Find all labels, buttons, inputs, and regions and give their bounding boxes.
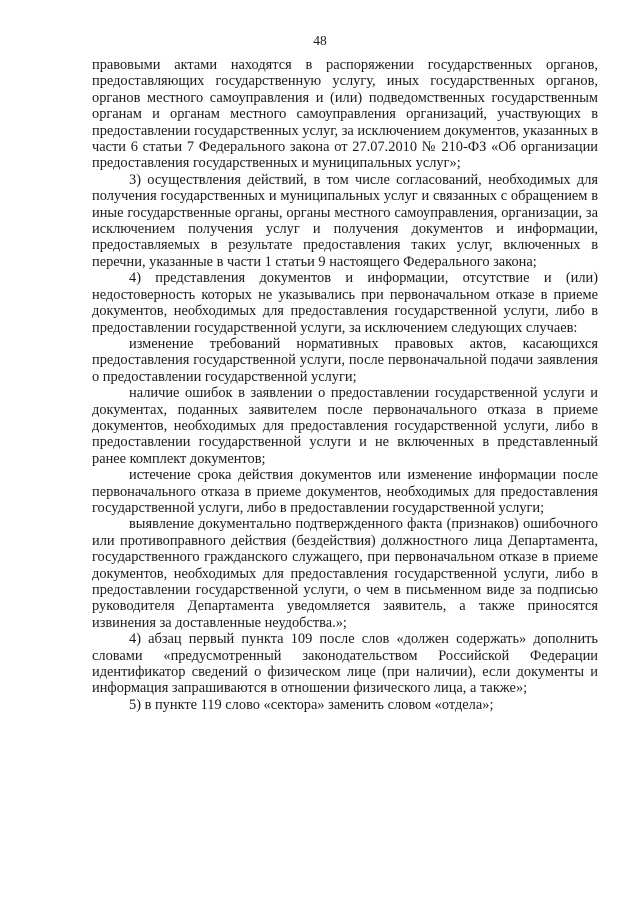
paragraph-case-expiry: истечение срока действия документов или изменение информации после первоначального отказа в приеме документов, необходимых для предоставления государственной услуги, либо в предоставлении государственной услуги; <box>92 467 598 516</box>
paragraph-amendment-109: 4) абзац первый пункта 109 после слов «должен содержать» дополнить словами «предусмотренный законодательством Российской Федерации идентификатор сведений о физическом лице (при наличии), если документы и информация запрашиваются в отношении физического лица, а также»; <box>92 631 598 697</box>
paragraph-amendment-119: 5) в пункте 119 слово «сектора» заменить словом «отдела»; <box>129 696 494 713</box>
paragraph-case-requirements-change: изменение требований нормативных правовых актов, касающихся предоставления государственной услуги, после первоначальной подачи заявления о предоставлении государственной услуги; <box>92 335 598 385</box>
page-number: 48 <box>313 33 327 48</box>
paragraph-item-3: 3) осуществления действий, в том числе согласований, необходимых для получения государственных и муниципальных услуг и связанных с обращением в иные государственные органы, органы местного самоуправления, организации, за исключением получения услуг и получения документов и информации, предоставляемых в результате предоставления таких услуг, включенных в перечни, указанные в части 1 статьи 9 настоящего Федерального закона; <box>92 171 598 270</box>
paragraph-item-4: 4) представления документов и информации, отсутствие и (или) недостоверность которых не указывались при первоначальном отказе в приеме документов, необходимых для предоставления государственной услуги, либо в предоставлении государственной услуги, за исключением следующих случаев: <box>92 270 598 336</box>
paragraph-case-wrongful-action: выявление документально подтвержденного факта (признаков) ошибочного или противоправного действия (бездействия) должностного лица Департамента, государственного гражданского служащего, при первоначальном отказе в приеме документов, необходимых для предоставления государственной услуги, либо в предоставлении государственной услуги, о чем в письменном виде за подписью руководителя Департамента уведомляется заявитель, а также приносятся извинения за доставленные неудобства.»; <box>92 516 598 631</box>
document-body <box>92 57 598 713</box>
paragraph-continuation: правовыми актами находятся в распоряжении государственных органов, предоставляющих государственную услугу, иных государственных органов, органов местного самоуправления и (или) подведомственных государственным органам и органам местного самоуправления организаций, участвующих в предоставлении государственных услуг, за исключением документов, указанных в части 6 статьи 7 Федерального закона от 27.07.2010 № 210-ФЗ «Об организации предоставления государственных и муниципальных услуг»; <box>92 57 598 172</box>
paragraph-case-errors: наличие ошибок в заявлении о предоставлении государственной услуги и документах, поданных заявителем после первоначального отказа в приеме документов, необходимых для предоставления государственной услуги, либо в предоставлении государственной услуги и не включенных в представленный ранее комплект документов; <box>92 385 598 467</box>
